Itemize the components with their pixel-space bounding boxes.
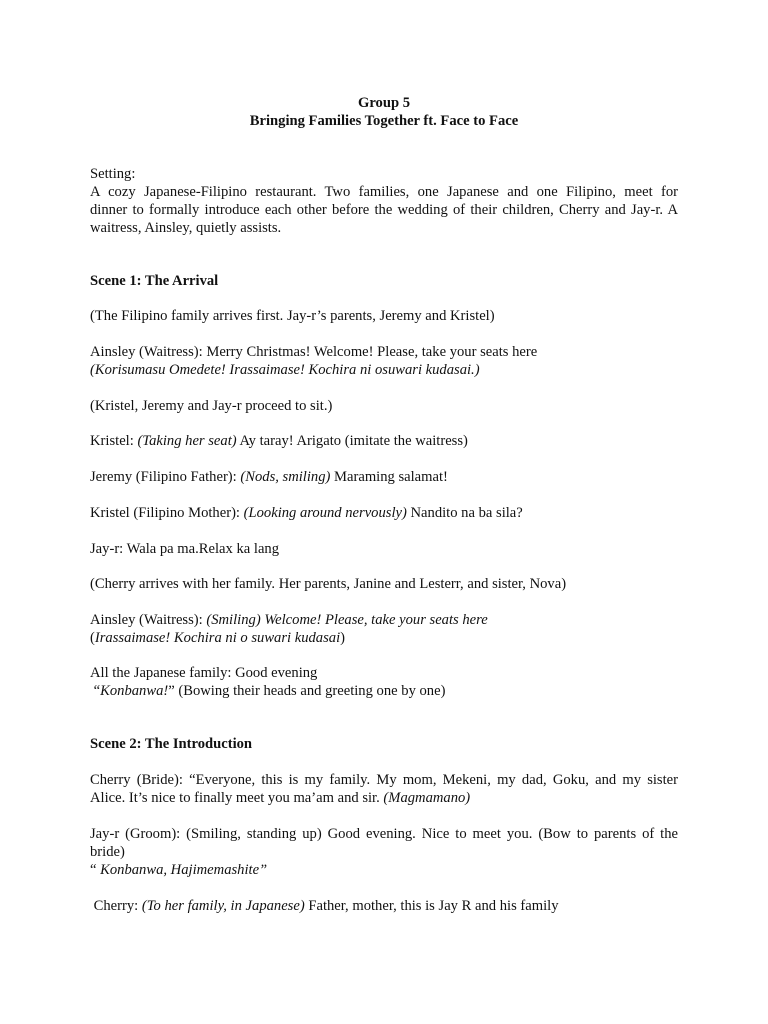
group-heading: Group 5 [357,95,411,111]
ainsley-line-2 [90,611,488,629]
direction: (Magmamano) [383,790,471,806]
dialogue: Ay taray! Arigato (imitate the waitress) [236,433,468,449]
stage-direction-2: (Kristel, Jeremy and Jay-r proceed to sit.) [90,398,333,414]
stage-direction-3: (Cherry arrives with her family. Her parents, Janine and Lesterr, and sister, Nova) [90,576,567,592]
dialogue: Nandito na ba sila? [406,505,523,521]
setting-line-1: A cozy Japanese-Filipino restaurant. Two families, one Japanese and one Filipino, meet for [90,184,678,200]
stage-direction-1: (The Filipino family arrives first. Jay-r’s parents, Jeremy and Kristel) [90,308,495,324]
setting-line-3: waitress, Ainsley, quietly assists. [90,220,282,236]
speaker: Kristel (Filipino Mother): [90,505,244,521]
ainsley-japanese-1: (Korisumasu Omedete! Irassaimase! Kochira ni osuwari kudasai.) [90,362,480,378]
kristel-line-1 [90,432,468,450]
jayr-japanese-line [90,861,267,879]
jayr-groom-line-cont: bride) [90,844,125,860]
cherry-line-1: Cherry (Bride): “Everyone, this is my family. My mom, Mekeni, my dad, Goku, and my sister [90,772,678,788]
kristel-line-2 [90,504,523,522]
japanese-text: Konbanwa, Hajimemashite” [100,862,268,878]
japanese-family-line-1: All the Japanese family: Good evening [90,665,318,681]
dialogue: Alice. It’s nice to finally meet you ma’am and sir. [90,790,384,806]
scene-1-heading: Scene 1: The Arrival [90,273,219,289]
jeremy-line [90,468,448,486]
scene-2-heading: Scene 2: The Introduction [90,736,253,752]
direction: (Smiling) Welcome! Please, take your seats here [206,612,488,628]
speaker: Ainsley (Waitress): [90,612,207,628]
dialogue: ” (Bowing their heads and greeting one by one) [168,683,446,699]
paren-open: ( [90,630,95,646]
setting-label: Setting: [90,166,136,182]
jayr-groom-line: Jay-r (Groom): (Smiling, standing up) Good evening. Nice to meet you. (Bow to parents of the [90,826,678,842]
direction: (Taking her seat) [137,433,237,449]
japanese-text: Irassaimase! Kochira ni o suwari kudasai [94,630,341,646]
jayr-line-1: Jay-r: Wala pa ma.Relax ka lang [90,541,280,557]
document-title: Bringing Families Together ft. Face to Face [249,113,519,129]
direction: (Looking around nervously) [243,505,407,521]
direction: (Nods, smiling) [240,469,331,485]
setting-line-2: dinner to formally introduce each other before the wedding of their children, Cherry and Jay-r. A [90,202,678,218]
dialogue: Maraming salamat! [330,469,448,485]
cherry-line-1-cont [90,789,470,807]
quote-open: “ [90,862,101,878]
paren-close: ) [340,630,346,646]
speaker: Cherry: [90,898,142,914]
quote-open: “ [90,683,101,699]
japanese-text: Konbanwa! [100,683,169,699]
dialogue: Father, mother, this is Jay R and his family [304,898,559,914]
cherry-line-2 [90,897,559,915]
speaker: Kristel: [90,433,138,449]
ainsley-japanese-2 [90,629,345,647]
direction: (To her family, in Japanese) [141,898,305,914]
speaker: Jeremy (Filipino Father): [90,469,241,485]
ainsley-line-1: Ainsley (Waitress): Merry Christmas! Welcome! Please, take your seats here [90,344,538,360]
japanese-family-line-2 [90,682,445,700]
